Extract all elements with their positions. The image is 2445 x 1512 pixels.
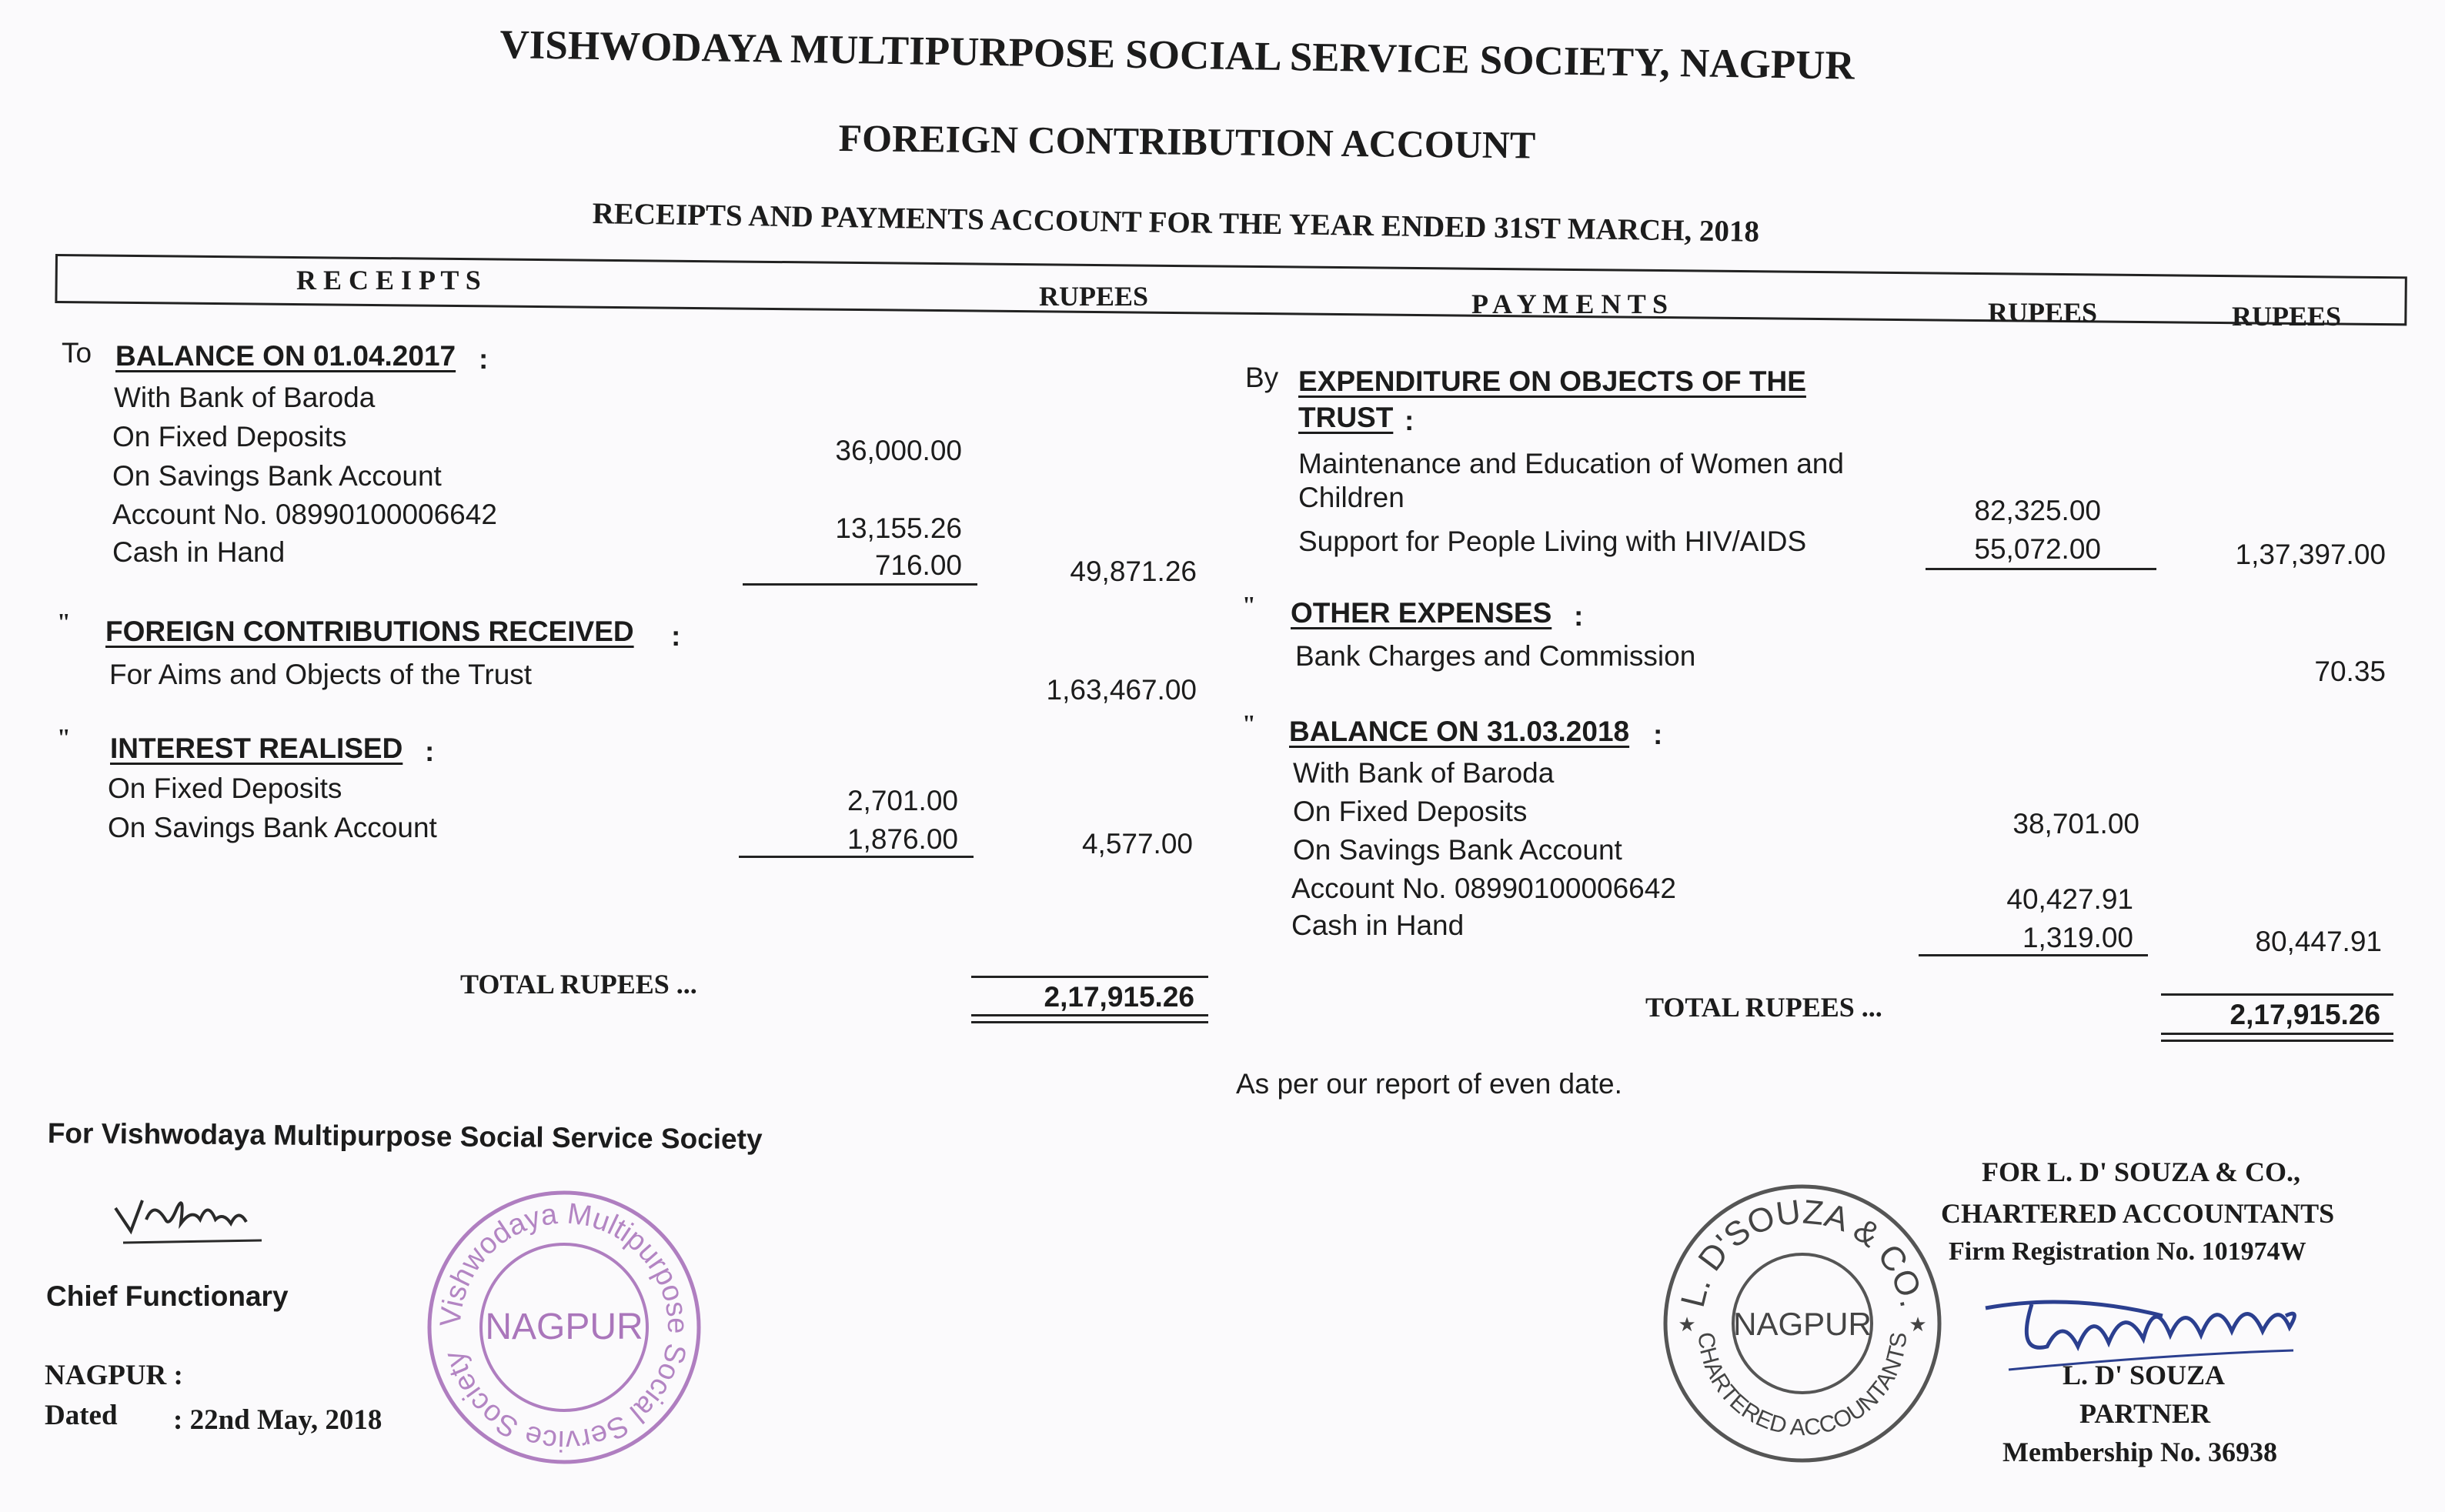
opening-account-amount: 13,155.26 [835,512,962,544]
closing-subtotal-rule [1919,954,2148,956]
closing-account-label: Account No. 08990100006642 [1291,873,1676,904]
opening-subtotal-rule [743,583,977,586]
svg-text:★: ★ [1909,1313,1927,1336]
auditor-firm-line: CHARTERED ACCOUNTANTS [1941,1198,2335,1229]
closing-balance-heading: BALANCE ON 31.03.2018 [1289,716,1630,747]
interest-realised-heading: INTEREST REALISED [110,733,403,764]
svg-text:L. D'SOUZA & CO. [1674,1193,1931,1310]
foreign-contributions-colon: : [671,620,681,652]
payments-rupees-header-1: RUPEES [1988,297,2098,328]
opening-balance-colon: : [479,343,489,375]
other-expenses-heading: OTHER EXPENSES [1291,597,1552,629]
interest-fd-label: On Fixed Deposits [108,773,342,804]
interest-fd-amount: 2,701.00 [847,785,958,816]
opening-bank-label: With Bank of Baroda [114,382,376,413]
closing-cash-label: Cash in Hand [1291,910,1465,941]
chief-functionary-signature [108,1177,292,1247]
closing-fd-amount: 38,701.00 [2012,808,2139,839]
auditor-stamp-bottom-text: CHARTERED ACCOUNTANTS [1692,1330,1912,1441]
auditor-stamp-center-text: NAGPUR [1733,1306,1872,1342]
expenditure-item1-line2: Children [1298,482,1405,513]
auditor-stamp-top-text: L. D'SOUZA & CO. [1673,1193,1932,1311]
account-title: FOREIGN CONTRIBUTION ACCOUNT [838,115,1536,167]
expenditure-item2-amount: 55,072.00 [1974,533,2101,565]
expenditure-heading-colon: : [1405,405,1415,436]
dated-label: Dated [45,1400,118,1431]
expenditure-item2-label: Support for People Living with HIV/AIDS [1298,526,1807,557]
auditor-partner-role: PARTNER [2079,1398,2211,1429]
receipts-rupees-header: RUPEES [1039,281,1149,312]
place-label: NAGPUR : [45,1360,183,1391]
foreign-contributions-heading: FOREIGN CONTRIBUTIONS RECEIVED [105,616,634,647]
receipts-total-rule-bottom-2 [971,1021,1208,1023]
other-expenses-colon: : [1574,600,1584,632]
closing-bank-label: With Bank of Baroda [1293,757,1555,789]
closing-balance-colon: : [1653,719,1663,750]
interest-sb-amount: 1,876.00 [847,823,958,855]
payments-total-amount: 2,17,915.26 [2230,999,2380,1030]
expenditure-heading-line1: EXPENDITURE ON OBJECTS OF THE [1298,365,1806,397]
expenditure-item1-amount: 82,325.00 [1974,495,2101,526]
closing-total-amount: 80,447.91 [2255,926,2382,957]
society-sign-for-line: For Vishwodaya Multipurpose Social Service Society [47,1117,763,1156]
expenditure-item1-line1: Maintenance and Education of Women and [1298,448,1844,479]
closing-account-amount: 40,427.91 [2006,883,2133,915]
receipts-header: R E C E I P T S [296,265,481,295]
svg-text:CHARTERED ACCOUNTANTS [1693,1331,1912,1440]
interest-ditto-mark: " [57,723,71,751]
auditor-for-line: FOR L. D' SOUZA & CO., [1982,1157,2301,1187]
expenditure-total-amount: 1,37,397.00 [2235,539,2386,570]
interest-total-amount: 4,577.00 [1081,828,1193,859]
payments-total-label: TOTAL RUPEES ... [1645,992,1882,1023]
closing-fd-label: On Fixed Deposits [1293,796,1528,827]
payments-rupees-header-2: RUPEES [2232,301,2342,332]
opening-account-label: Account No. 08990100006642 [112,499,497,530]
organization-title: VISHWODAYA MULTIPURPOSE SOCIAL SERVICE SOCIETY, NAGPUR [499,22,1855,88]
receipts-total-rule-top [971,976,1208,978]
receipts-total-label: TOTAL RUPEES ... [460,969,697,1000]
svg-text:★: ★ [1678,1313,1696,1336]
interest-realised-colon: : [425,736,435,767]
closing-balance-ditto-mark: " [1242,709,1256,737]
closing-sb-label: On Savings Bank Account [1293,834,1622,866]
foreign-contributions-amount: 1,63,467.00 [1046,674,1197,706]
opening-fd-label: On Fixed Deposits [112,421,347,452]
opening-cash-label: Cash in Hand [112,536,286,568]
payments-total-rule-bottom-1 [2161,1033,2393,1035]
opening-balance-heading: BALANCE ON 01.04.2017 [115,340,456,372]
payments-total-rule-bottom-2 [2161,1040,2393,1042]
auditor-frn-line: Firm Registration No. 101974W [1949,1237,2306,1266]
interest-sb-label: On Savings Bank Account [108,812,437,843]
chief-functionary-label: Chief Functionary [46,1280,289,1312]
auditor-partner-name: L. D' SOUZA [2063,1360,2226,1390]
other-expenses-ditto-mark: " [1242,591,1256,619]
opening-fd-amount: 36,000.00 [835,435,962,466]
society-stamp [422,1185,706,1470]
receipts-total-amount: 2,17,915.26 [1044,981,1194,1013]
closing-cash-amount: 1,319.00 [2022,922,2133,953]
auditor-stamp [1656,1177,1949,1470]
other-expenses-line: Bank Charges and Commission [1295,640,1696,672]
payments-header: P A Y M E N T S [1471,289,1668,319]
opening-cash-amount: 716.00 [874,549,962,581]
dated-value: : 22nd May, 2018 [173,1404,382,1436]
by-label: By [1245,362,1279,393]
expenditure-heading-line2: TRUST [1298,402,1394,433]
report-note: As per our report of even date. [1236,1068,1622,1100]
opening-total-amount: 49,871.26 [1070,556,1197,587]
auditor-membership: Membership No. 36938 [2002,1437,2277,1467]
to-label: To [62,337,92,369]
society-stamp-ring-text: Vishwodaya Multipurpose Social Service Society [434,1197,694,1457]
receipts-total-rule-bottom-1 [971,1014,1208,1016]
foreign-ditto-mark: " [57,608,71,636]
foreign-contributions-line: For Aims and Objects of the Trust [109,659,533,690]
statement-title: RECEIPTS AND PAYMENTS ACCOUNT FOR THE YEAR ENDED 31ST MARCH, 2018 [592,196,1760,249]
society-stamp-center-text: NAGPUR [485,1307,643,1347]
expenditure-subtotal-rule [1926,568,2156,570]
payments-total-rule-top [2161,993,2393,996]
interest-subtotal-rule [739,856,974,858]
opening-sb-label: On Savings Bank Account [112,460,442,492]
other-expenses-amount: 70.35 [2314,656,2386,687]
